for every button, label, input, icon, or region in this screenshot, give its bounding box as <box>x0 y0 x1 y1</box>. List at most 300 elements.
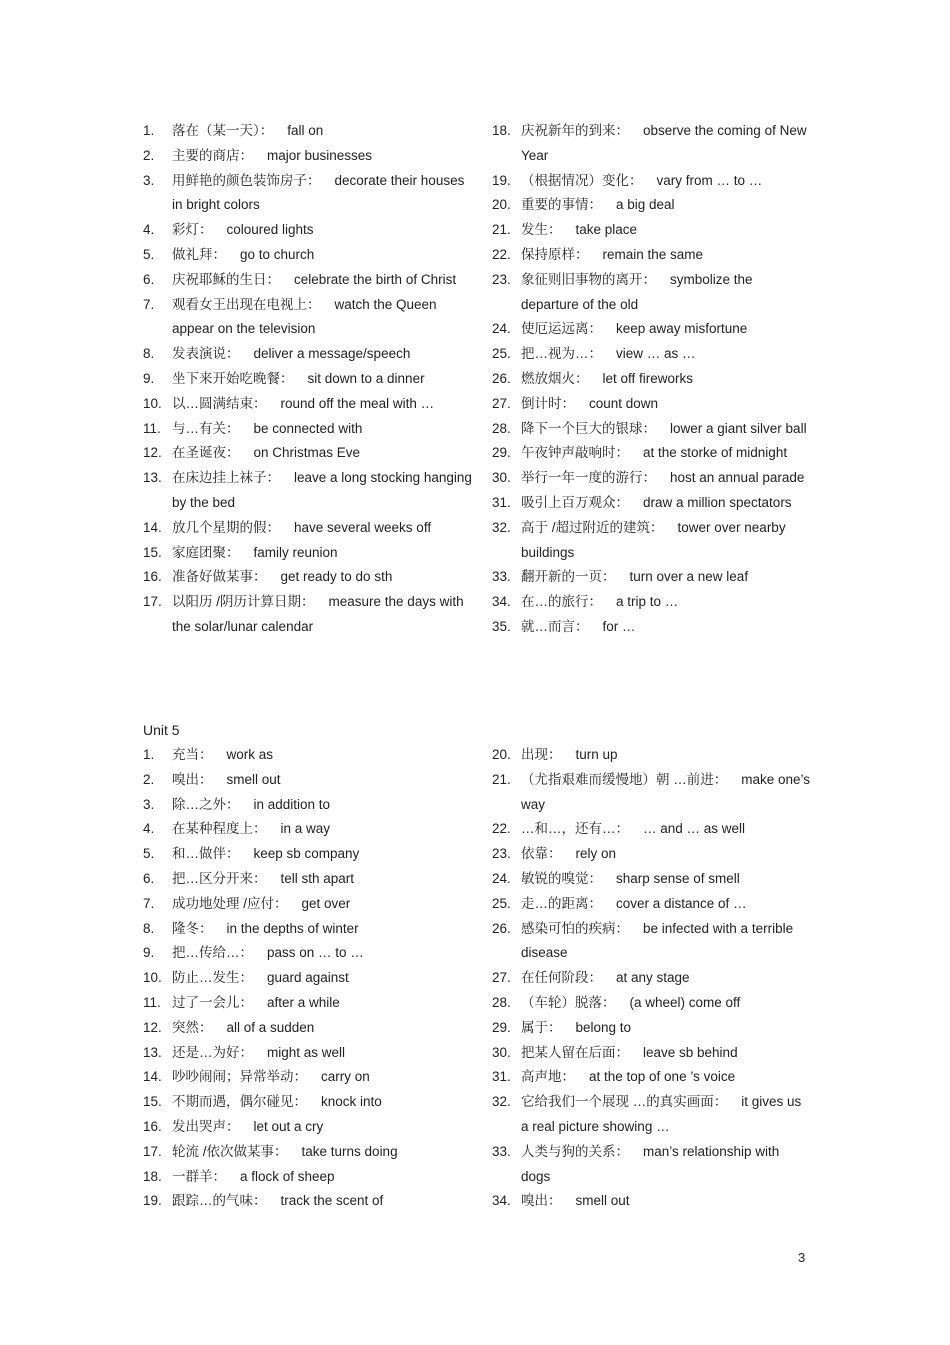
item-text <box>172 590 473 640</box>
vocab-item <box>143 1140 473 1165</box>
english-phrase: decorate their houses in bright colors <box>172 172 465 213</box>
item-text <box>172 516 473 541</box>
item-number: 6. <box>143 271 155 287</box>
item-number: 24. <box>492 870 511 886</box>
english-phrase: track the scent of <box>280 1193 384 1209</box>
chinese-phrase: 坐下来开始吃晚餐： <box>172 370 294 386</box>
item-text <box>521 615 812 640</box>
vocab-item <box>143 941 473 966</box>
item-number: 26. <box>492 370 511 386</box>
chinese-phrase: 敏锐的嗅觉： <box>521 870 602 886</box>
english-phrase: remain the same <box>602 246 704 262</box>
chinese-phrase: 举行一年一度的游行： <box>521 470 656 486</box>
item-number: 2. <box>143 771 155 787</box>
item-number: 21. <box>492 771 511 787</box>
item-number: 25. <box>492 895 511 911</box>
chinese-phrase: 依靠： <box>521 846 562 862</box>
vocab-item <box>143 169 473 219</box>
item-number: 28. <box>492 994 511 1010</box>
item-text <box>521 268 812 318</box>
item-number: 4. <box>143 222 155 238</box>
item-text <box>172 1189 473 1214</box>
item-number: 11. <box>143 420 161 436</box>
item-number: 25. <box>492 346 511 362</box>
chinese-phrase: 庆祝耶稣的生日： <box>172 271 280 287</box>
english-phrase: on Christmas Eve <box>253 445 361 461</box>
english-phrase: for … <box>602 618 636 634</box>
chinese-phrase: 感染可怕的疾病： <box>521 920 629 936</box>
english-phrase: belong to <box>575 1019 632 1035</box>
vocab-item <box>143 342 473 367</box>
item-text <box>172 1115 473 1140</box>
vocab-item <box>143 466 473 516</box>
english-phrase: round off the meal with … <box>280 395 435 411</box>
chinese-phrase: 主要的商店： <box>172 147 253 163</box>
chinese-phrase: 高声地： <box>521 1069 575 1085</box>
chinese-phrase: 倒计时： <box>521 395 575 411</box>
item-text <box>172 441 473 466</box>
chinese-phrase: 发表演说： <box>172 346 240 362</box>
page-number: 3 <box>798 1250 806 1265</box>
chinese-phrase: 和…做伴： <box>172 846 240 862</box>
english-phrase: smell out <box>575 1193 630 1209</box>
chinese-phrase: 保持原样： <box>521 246 589 262</box>
item-number: 13. <box>143 470 162 486</box>
chinese-phrase: 还是…为好： <box>172 1044 253 1060</box>
item-text <box>521 842 812 867</box>
item-text <box>172 119 473 144</box>
chinese-phrase: 出现： <box>521 747 562 762</box>
item-text <box>521 743 812 768</box>
vocab-item <box>143 119 473 144</box>
item-number: 35. <box>492 618 511 634</box>
english-phrase: have several weeks off <box>294 519 432 535</box>
vocab-item <box>492 565 812 590</box>
chinese-phrase: 防止…发生： <box>172 970 253 986</box>
vocab-item <box>492 392 812 417</box>
vocab-item <box>492 1016 812 1041</box>
vocab-item <box>492 243 812 268</box>
chinese-phrase: 就…而言： <box>521 618 589 634</box>
vocab-item <box>492 1140 812 1190</box>
english-phrase: turn up <box>575 747 618 762</box>
item-text <box>172 1090 473 1115</box>
english-phrase: count down <box>589 395 659 411</box>
item-text <box>172 144 473 169</box>
item-text <box>521 342 812 367</box>
vocab-item <box>143 1189 473 1214</box>
item-number: 20. <box>492 747 511 762</box>
english-phrase: keep away misfortune <box>616 321 748 337</box>
item-text <box>172 1016 473 1041</box>
vocab-item <box>143 243 473 268</box>
item-number: 32. <box>492 1094 511 1110</box>
item-number: 22. <box>492 246 511 262</box>
vocab-item <box>492 119 812 169</box>
english-phrase: sharp sense of smell <box>616 870 740 886</box>
chinese-phrase: 翻开新的一页： <box>521 569 616 585</box>
vocab-item <box>492 867 812 892</box>
item-number: 30. <box>492 1044 511 1060</box>
vocab-item <box>143 441 473 466</box>
vocab-item <box>143 867 473 892</box>
chinese-phrase: 过了一会儿： <box>172 994 253 1010</box>
item-number: 3. <box>143 796 155 812</box>
vocab-item <box>143 268 473 293</box>
item-text <box>172 1140 473 1165</box>
item-text <box>521 867 812 892</box>
item-text <box>521 193 812 218</box>
chinese-phrase: 做礼拜： <box>172 246 226 262</box>
item-number: 34. <box>492 594 511 610</box>
english-phrase: at the top of one ’s voice <box>589 1069 736 1085</box>
chinese-phrase: 突然： <box>172 1019 213 1035</box>
item-text <box>521 817 812 842</box>
english-phrase: might as well <box>267 1044 346 1060</box>
english-phrase: cover a distance of … <box>616 895 747 911</box>
chinese-phrase: 准备好做某事： <box>172 569 267 585</box>
item-text <box>521 565 812 590</box>
english-phrase: take place <box>575 222 638 238</box>
vocab-item <box>492 491 812 516</box>
item-number: 29. <box>492 1019 511 1035</box>
vocab-item <box>492 991 812 1016</box>
item-text <box>172 342 473 367</box>
item-text <box>172 541 473 566</box>
chinese-phrase: 降下一个巨大的银球： <box>521 420 656 436</box>
item-text <box>172 743 473 768</box>
item-text <box>172 966 473 991</box>
english-phrase: be infected with a terrible disease <box>521 920 794 961</box>
chinese-phrase: 在任何阶段： <box>521 970 602 986</box>
english-phrase: let out a cry <box>253 1118 324 1134</box>
chinese-phrase: 在…的旅行： <box>521 594 602 610</box>
vocab-item <box>492 193 812 218</box>
item-number: 31. <box>492 1069 511 1085</box>
vocab-item <box>143 793 473 818</box>
vocab-item <box>143 892 473 917</box>
english-phrase: tell sth apart <box>280 870 355 886</box>
chinese-phrase: 家庭团聚： <box>172 544 240 560</box>
vocab-item <box>143 1041 473 1066</box>
english-phrase: observe the coming of New Year <box>521 123 807 163</box>
item-number: 34. <box>492 1193 511 1209</box>
item-number: 31. <box>492 494 511 510</box>
item-text <box>172 565 473 590</box>
item-text <box>521 1189 812 1214</box>
item-number: 23. <box>492 846 511 862</box>
chinese-phrase: 人类与狗的关系： <box>521 1143 629 1159</box>
vocab-item <box>492 268 812 318</box>
item-number: 16. <box>143 569 162 585</box>
item-number: 15. <box>143 544 162 560</box>
english-phrase: measure the days with the solar/lunar calendar <box>172 594 464 634</box>
item-number: 4. <box>143 821 155 837</box>
english-phrase: after a while <box>267 994 340 1010</box>
chinese-phrase: 发生： <box>521 222 562 238</box>
vocab-item <box>492 1090 812 1140</box>
chinese-phrase: （根据情况）变化： <box>521 172 643 188</box>
vocab-item <box>143 516 473 541</box>
item-text <box>172 917 473 942</box>
english-phrase: host an annual parade <box>670 470 805 486</box>
vocab-item <box>492 218 812 243</box>
english-phrase: … and … as well <box>643 821 746 837</box>
chinese-phrase: 彩灯： <box>172 222 213 238</box>
vocab-item <box>143 768 473 793</box>
vocab-item <box>492 466 812 491</box>
item-text <box>172 218 473 243</box>
item-number: 24. <box>492 321 511 337</box>
chinese-phrase: 把…视为…： <box>521 346 602 362</box>
item-text <box>521 367 812 392</box>
chinese-phrase: 落在（某一天）： <box>172 123 274 138</box>
item-text <box>521 417 812 442</box>
item-number: 27. <box>492 970 511 986</box>
vocab-item <box>143 1065 473 1090</box>
vocab-item <box>492 441 812 466</box>
english-phrase: vary from … to … <box>656 172 763 188</box>
item-number: 6. <box>143 870 155 886</box>
item-number: 28. <box>492 420 511 436</box>
vocab-item <box>143 966 473 991</box>
item-number: 32. <box>492 519 511 535</box>
english-phrase: go to church <box>240 246 315 262</box>
item-number: 15. <box>143 1094 162 1110</box>
item-text <box>521 1065 812 1090</box>
english-phrase: rely on <box>575 846 617 862</box>
item-text <box>521 768 812 818</box>
vocab-item <box>143 842 473 867</box>
chinese-phrase: 一群羊： <box>172 1168 226 1184</box>
item-text <box>521 1016 812 1041</box>
item-text <box>521 892 812 917</box>
item-text <box>172 1065 473 1090</box>
vocab-item <box>143 144 473 169</box>
chinese-phrase: 燃放烟火： <box>521 370 589 386</box>
item-number: 9. <box>143 370 155 386</box>
chinese-phrase: 吸引上百万观众： <box>521 494 629 510</box>
item-number: 23. <box>492 271 511 287</box>
chinese-phrase: 嗅出： <box>172 771 213 787</box>
item-number: 22. <box>492 821 511 837</box>
item-number: 29. <box>492 445 511 461</box>
english-phrase: sit down to a dinner <box>307 370 425 386</box>
item-text <box>521 466 812 491</box>
vocab-list-right-1 <box>492 119 812 640</box>
chinese-phrase: 象征则旧事物的离开： <box>521 271 656 287</box>
item-text <box>521 1090 812 1140</box>
vocab-item <box>492 768 812 818</box>
chinese-phrase: 属于： <box>521 1019 562 1035</box>
item-text <box>172 817 473 842</box>
item-number: 33. <box>492 569 511 585</box>
english-phrase: man’s relationship with dogs <box>521 1143 780 1184</box>
vocab-item <box>492 1065 812 1090</box>
vocab-item <box>492 917 812 967</box>
vocab-item <box>492 817 812 842</box>
vocab-item <box>143 1115 473 1140</box>
chinese-phrase: 以…圆满结束： <box>172 395 267 411</box>
item-number: 21. <box>492 222 511 238</box>
english-phrase: view … as … <box>616 346 696 362</box>
vocab-item <box>492 516 812 566</box>
english-phrase: guard against <box>267 970 349 986</box>
item-number: 8. <box>143 346 155 362</box>
item-number: 12. <box>143 445 162 461</box>
item-text <box>172 842 473 867</box>
english-phrase: smell out <box>226 771 281 787</box>
item-text <box>172 293 473 343</box>
chinese-phrase: 以阳历 /阴历计算日期： <box>172 594 315 610</box>
item-text <box>521 441 812 466</box>
item-number: 19. <box>143 1193 162 1209</box>
english-phrase: watch the Queen appear on the television <box>172 296 437 337</box>
vocab-item <box>143 367 473 392</box>
item-number: 16. <box>143 1118 162 1134</box>
item-text <box>172 1165 473 1190</box>
item-number: 2. <box>143 147 155 163</box>
item-text <box>172 892 473 917</box>
item-text <box>172 243 473 268</box>
english-phrase: deliver a message/speech <box>253 346 411 362</box>
chinese-phrase: 放几个星期的假： <box>172 519 280 535</box>
chinese-phrase: …和…，还有…： <box>521 821 629 837</box>
english-phrase: fall on <box>287 123 324 138</box>
english-phrase: get over <box>301 895 351 911</box>
item-number: 12. <box>143 1019 162 1035</box>
chinese-phrase: 在圣诞夜： <box>172 445 240 461</box>
english-phrase: a big deal <box>616 197 675 213</box>
chinese-phrase: （尤指艰难而缓慢地）朝 …前进： <box>521 771 728 787</box>
english-phrase: turn over a new leaf <box>629 569 749 585</box>
chinese-phrase: 轮流 /依次做某事： <box>172 1143 288 1159</box>
item-text <box>521 590 812 615</box>
english-phrase: leave sb behind <box>643 1044 738 1060</box>
item-number: 9. <box>143 945 155 961</box>
english-phrase: make one’s way <box>521 771 811 812</box>
english-phrase: it gives us a real picture showing … <box>521 1094 802 1134</box>
vocab-item <box>143 817 473 842</box>
item-text <box>172 466 473 516</box>
english-phrase: coloured lights <box>226 222 314 238</box>
vocab-item <box>492 1189 812 1214</box>
item-number: 10. <box>143 395 162 411</box>
vocab-item <box>143 1090 473 1115</box>
item-text <box>172 417 473 442</box>
item-number: 17. <box>143 594 162 610</box>
item-number: 17. <box>143 1143 162 1159</box>
vocab-item <box>492 743 812 768</box>
item-number: 7. <box>143 296 155 312</box>
english-phrase: draw a million spectators <box>643 494 792 510</box>
english-phrase: a trip to … <box>616 594 679 610</box>
vocab-item <box>143 565 473 590</box>
english-phrase: in the depths of winter <box>226 920 359 936</box>
vocab-item <box>143 541 473 566</box>
chinese-phrase: 使厄运远离： <box>521 321 602 337</box>
english-phrase: tower over nearby buildings <box>521 519 786 560</box>
chinese-phrase: 午夜钟声敲响时： <box>521 445 629 461</box>
english-phrase: knock into <box>321 1094 382 1110</box>
chinese-phrase: 把某人留在后面： <box>521 1044 629 1060</box>
item-number: 19. <box>492 172 511 188</box>
vocab-item <box>492 590 812 615</box>
english-phrase: at any stage <box>616 970 690 986</box>
vocab-item <box>492 892 812 917</box>
english-phrase: in a way <box>280 821 331 837</box>
chinese-phrase: 嗅出： <box>521 1193 562 1209</box>
item-number: 11. <box>143 994 161 1010</box>
vocab-item <box>143 1165 473 1190</box>
vocab-item <box>492 367 812 392</box>
english-phrase: be connected with <box>253 420 363 436</box>
chinese-phrase: 充当： <box>172 747 213 762</box>
chinese-phrase: 把…区分开来： <box>172 870 267 886</box>
item-text <box>172 991 473 1016</box>
chinese-phrase: 在床边挂上袜子： <box>172 470 280 486</box>
vocab-item <box>492 169 812 194</box>
chinese-phrase: 走…的距离： <box>521 895 602 911</box>
item-text <box>521 218 812 243</box>
item-text <box>521 1041 812 1066</box>
english-phrase: leave a long stocking hanging by the bed <box>172 470 472 510</box>
chinese-phrase: 隆冬： <box>172 920 213 936</box>
vocab-item <box>143 991 473 1016</box>
english-phrase: family reunion <box>253 544 338 560</box>
item-number: 5. <box>143 246 155 262</box>
item-text <box>172 941 473 966</box>
item-text <box>521 169 812 194</box>
english-phrase: take turns doing <box>301 1143 398 1159</box>
item-number: 27. <box>492 395 511 411</box>
english-phrase: at the storke of midnight <box>643 445 788 461</box>
chinese-phrase: 除…之外： <box>172 796 240 812</box>
chinese-phrase: 它给我们一个展现 …的真实画面： <box>521 1094 728 1110</box>
item-number: 18. <box>143 1168 162 1184</box>
vocab-item <box>143 917 473 942</box>
chinese-phrase: 跟踪…的气味： <box>172 1193 267 1209</box>
unit-heading: Unit 5 <box>143 722 180 738</box>
item-number: 10. <box>143 970 162 986</box>
vocab-item <box>143 743 473 768</box>
item-text <box>172 1041 473 1066</box>
item-number: 26. <box>492 920 511 936</box>
item-text <box>521 243 812 268</box>
chinese-phrase: 观看女王出现在电视上： <box>172 296 321 312</box>
item-number: 1. <box>143 747 155 762</box>
vocab-item <box>143 417 473 442</box>
vocab-item <box>492 317 812 342</box>
vocab-item <box>143 1016 473 1041</box>
english-phrase: get ready to do sth <box>280 569 393 585</box>
english-phrase: symbolize the departure of the old <box>521 271 753 312</box>
chinese-phrase: 用鲜艳的颜色装饰房子： <box>172 172 321 188</box>
chinese-phrase: 重要的事情： <box>521 197 602 213</box>
item-number: 30. <box>492 470 511 486</box>
vocab-item <box>143 392 473 417</box>
vocab-list-left-1 <box>143 119 473 640</box>
vocab-item <box>143 590 473 640</box>
vocab-item <box>143 293 473 343</box>
item-text <box>172 268 473 293</box>
item-number: 7. <box>143 895 155 911</box>
item-text <box>521 1140 812 1190</box>
chinese-phrase: 发出哭声： <box>172 1118 240 1134</box>
item-number: 5. <box>143 846 155 862</box>
english-phrase: celebrate the birth of Christ <box>294 271 457 287</box>
item-text <box>172 768 473 793</box>
